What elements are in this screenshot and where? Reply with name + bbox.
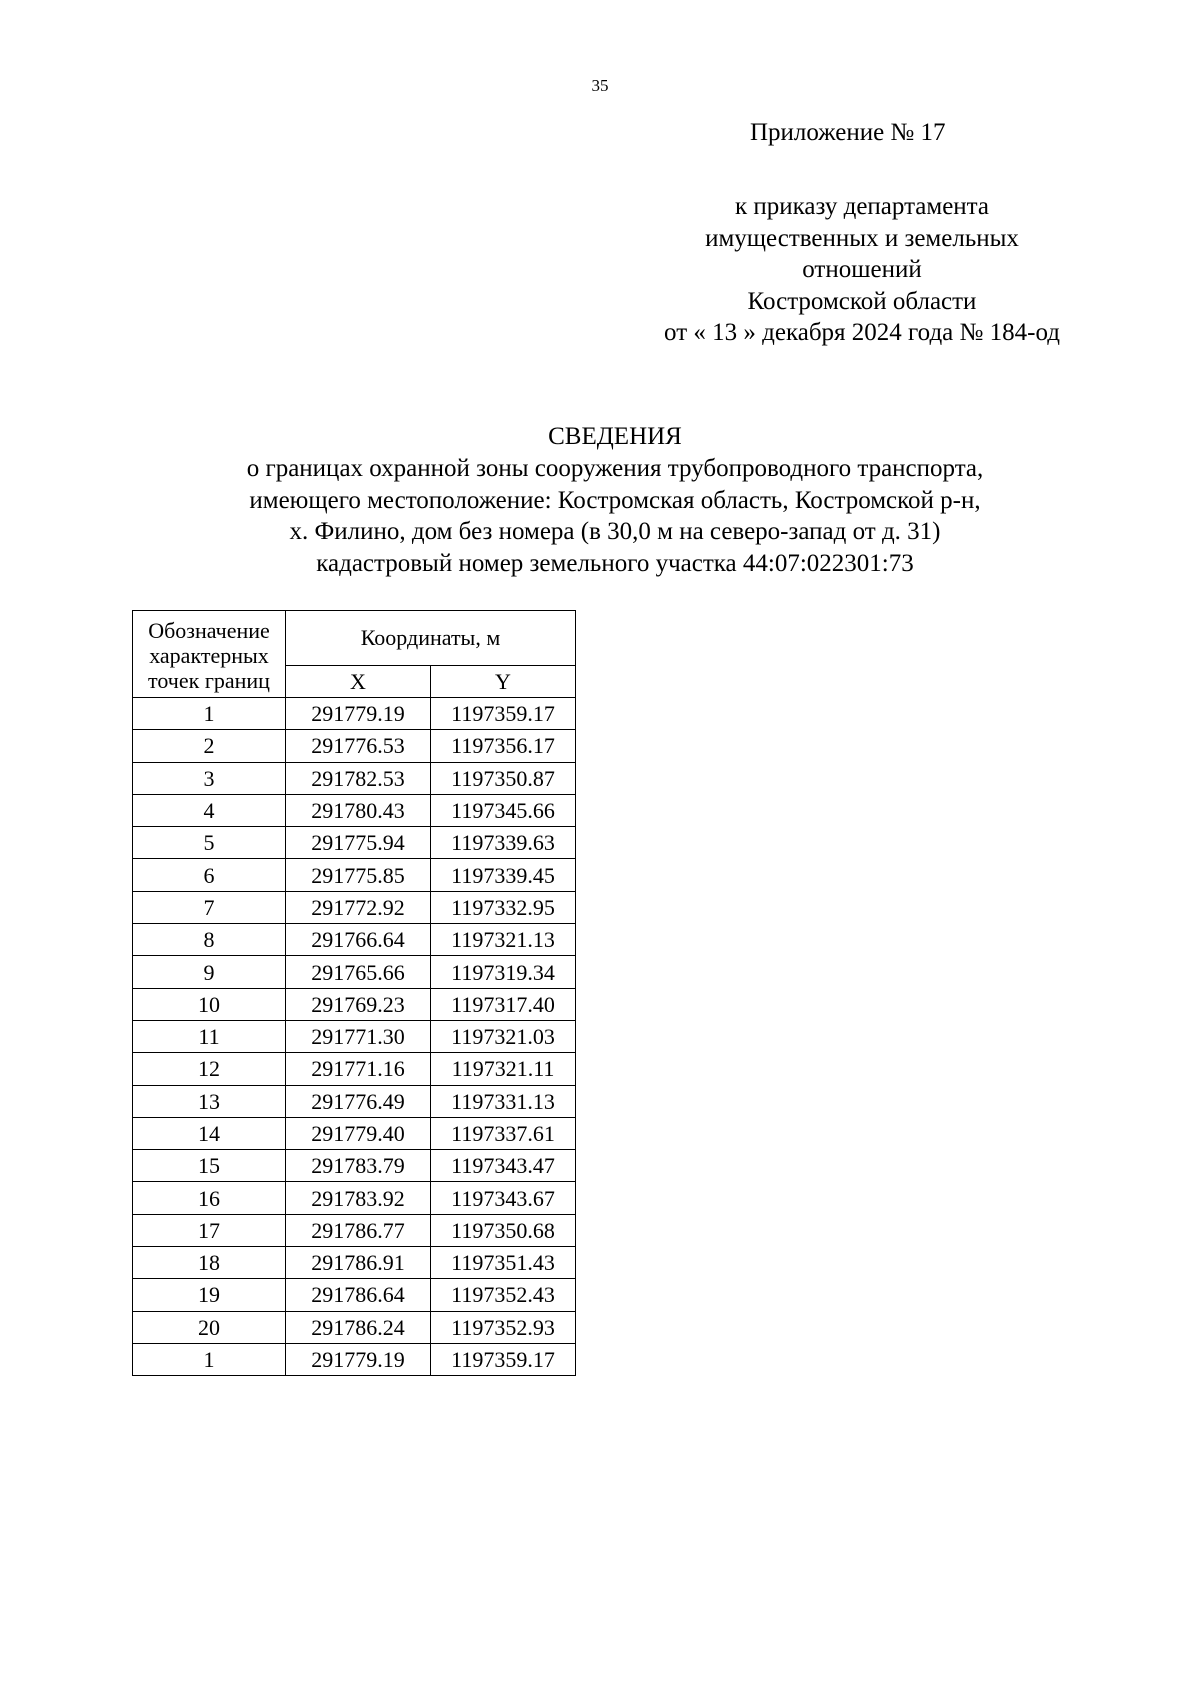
header-line: точек границ (148, 667, 270, 693)
table-row (133, 859, 576, 891)
x-coordinate-cell: 291783.79 (286, 1150, 431, 1182)
table-row (133, 1020, 576, 1052)
y-coordinate-cell: 1197321.03 (431, 1020, 576, 1052)
point-cell: 1 (133, 1343, 286, 1375)
y-coordinate-cell: 1197332.95 (431, 891, 576, 923)
point-cell: 2 (133, 730, 286, 762)
coordinates-table (132, 610, 576, 1376)
table-row (133, 827, 576, 859)
y-coordinate-cell: 1197359.17 (431, 1343, 576, 1375)
y-coordinate-cell: 1197352.93 (431, 1311, 576, 1343)
point-cell: 9 (133, 956, 286, 988)
x-coordinate-cell: 291786.24 (286, 1311, 431, 1343)
point-cell: 14 (133, 1117, 286, 1149)
y-coordinate-cell: 1197345.66 (431, 794, 576, 826)
table-row (133, 1117, 576, 1149)
x-coordinate-cell: 291769.23 (286, 988, 431, 1020)
point-cell: 12 (133, 1053, 286, 1085)
point-cell: 11 (133, 1020, 286, 1052)
x-coordinate-cell: 291783.92 (286, 1182, 431, 1214)
table-row (133, 794, 576, 826)
cadastral-number-line: кадастровый номер земельного участка 44:07:022301:73 (316, 549, 914, 577)
y-coordinate-cell: 1197319.34 (431, 956, 576, 988)
point-cell: 1 (133, 698, 286, 730)
document-subtitle (0, 453, 1200, 579)
point-cell: 19 (133, 1279, 286, 1311)
order-date-line: от « 13 » декабря 2024 года № 184-од (664, 319, 1060, 346)
table-row (133, 730, 576, 762)
document-heading: СВЕДЕНИЯ (548, 423, 682, 450)
order-line: отношений (802, 256, 922, 283)
x-coordinate-cell: 291776.49 (286, 1085, 431, 1117)
point-cell: 7 (133, 891, 286, 923)
subtitle-line: имеющего местоположение: Костромская область, Костромской р-н, (249, 486, 981, 514)
y-coordinate-cell: 1197343.67 (431, 1182, 576, 1214)
point-cell: 18 (133, 1247, 286, 1279)
x-coordinate-cell: 291779.19 (286, 1343, 431, 1375)
x-coordinate-cell: 291786.77 (286, 1214, 431, 1246)
point-cell: 4 (133, 794, 286, 826)
order-reference (612, 191, 1112, 349)
y-coordinate-cell: 1197350.68 (431, 1214, 576, 1246)
x-coordinate-cell: 291771.16 (286, 1053, 431, 1085)
point-cell: 8 (133, 924, 286, 956)
y-coordinate-cell: 1197339.63 (431, 827, 576, 859)
order-line: Костромской области (747, 287, 977, 315)
table-row (133, 891, 576, 923)
y-coordinate-cell: 1197337.61 (431, 1117, 576, 1149)
subtitle-line: х. Филино, дом без номера (в 30,0 м на северо-запад от д. 31) (289, 518, 941, 545)
x-coordinate-cell: 291776.53 (286, 730, 431, 762)
x-coordinate-cell: 291772.92 (286, 891, 431, 923)
point-cell: 17 (133, 1214, 286, 1246)
point-cell: 6 (133, 859, 286, 891)
y-coordinate-cell: 1197321.11 (431, 1053, 576, 1085)
y-coordinate-cell: 1197350.87 (431, 762, 576, 794)
page-number: 35 (591, 76, 609, 95)
x-coordinate-cell: 291779.19 (286, 698, 431, 730)
x-coordinate-cell: 291771.30 (286, 1020, 431, 1052)
table-body (133, 698, 576, 1376)
table-row (133, 1085, 576, 1117)
point-designation-header (133, 611, 286, 698)
appendix-title: Приложение № 17 (750, 119, 946, 146)
table-row (133, 698, 576, 730)
x-coordinate-cell: 291782.53 (286, 762, 431, 794)
x-coordinate-cell: 291780.43 (286, 794, 431, 826)
x-coordinate-cell: 291766.64 (286, 924, 431, 956)
order-line: имущественных и земельных (705, 224, 1019, 252)
point-cell: 3 (133, 762, 286, 794)
y-coordinate-cell: 1197351.43 (431, 1247, 576, 1279)
table-row (133, 988, 576, 1020)
x-coordinate-cell: 291775.85 (286, 859, 431, 891)
order-line: к приказу департамента (734, 193, 990, 220)
x-column-header: X (286, 666, 431, 698)
y-coordinate-cell: 1197339.45 (431, 859, 576, 891)
point-cell: 15 (133, 1150, 286, 1182)
point-cell: 10 (133, 988, 286, 1020)
x-coordinate-cell: 291786.91 (286, 1247, 431, 1279)
y-coordinate-cell: 1197331.13 (431, 1085, 576, 1117)
coordinates-header: Координаты, м (286, 611, 576, 666)
table-row (133, 1182, 576, 1214)
x-coordinate-cell: 291765.66 (286, 956, 431, 988)
point-cell: 16 (133, 1182, 286, 1214)
subtitle-line: о границах охранной зоны сооружения трубопроводного транспорта, (246, 455, 984, 482)
x-coordinate-cell: 291779.40 (286, 1117, 431, 1149)
table-row (133, 1214, 576, 1246)
y-coordinate-cell: 1197343.47 (431, 1150, 576, 1182)
point-cell: 5 (133, 827, 286, 859)
y-coordinate-cell: 1197352.43 (431, 1279, 576, 1311)
header-line: характерных (149, 642, 269, 668)
y-coordinate-cell: 1197359.17 (431, 698, 576, 730)
y-coordinate-cell: 1197317.40 (431, 988, 576, 1020)
y-coordinate-cell: 1197356.17 (431, 730, 576, 762)
point-cell: 20 (133, 1311, 286, 1343)
point-cell: 13 (133, 1085, 286, 1117)
table-row (133, 1247, 576, 1279)
x-coordinate-cell: 291786.64 (286, 1279, 431, 1311)
table-row (133, 956, 576, 988)
x-coordinate-cell: 291775.94 (286, 827, 431, 859)
table-row (133, 1279, 576, 1311)
header-line: Обозначение (148, 617, 270, 643)
y-column-header: Y (431, 666, 576, 698)
y-coordinate-cell: 1197321.13 (431, 924, 576, 956)
table-row (133, 1343, 576, 1375)
table-row (133, 1150, 576, 1182)
table-row (133, 762, 576, 794)
table-header-row (133, 611, 576, 666)
table-row (133, 924, 576, 956)
table-row (133, 1053, 576, 1085)
table-row (133, 1311, 576, 1343)
